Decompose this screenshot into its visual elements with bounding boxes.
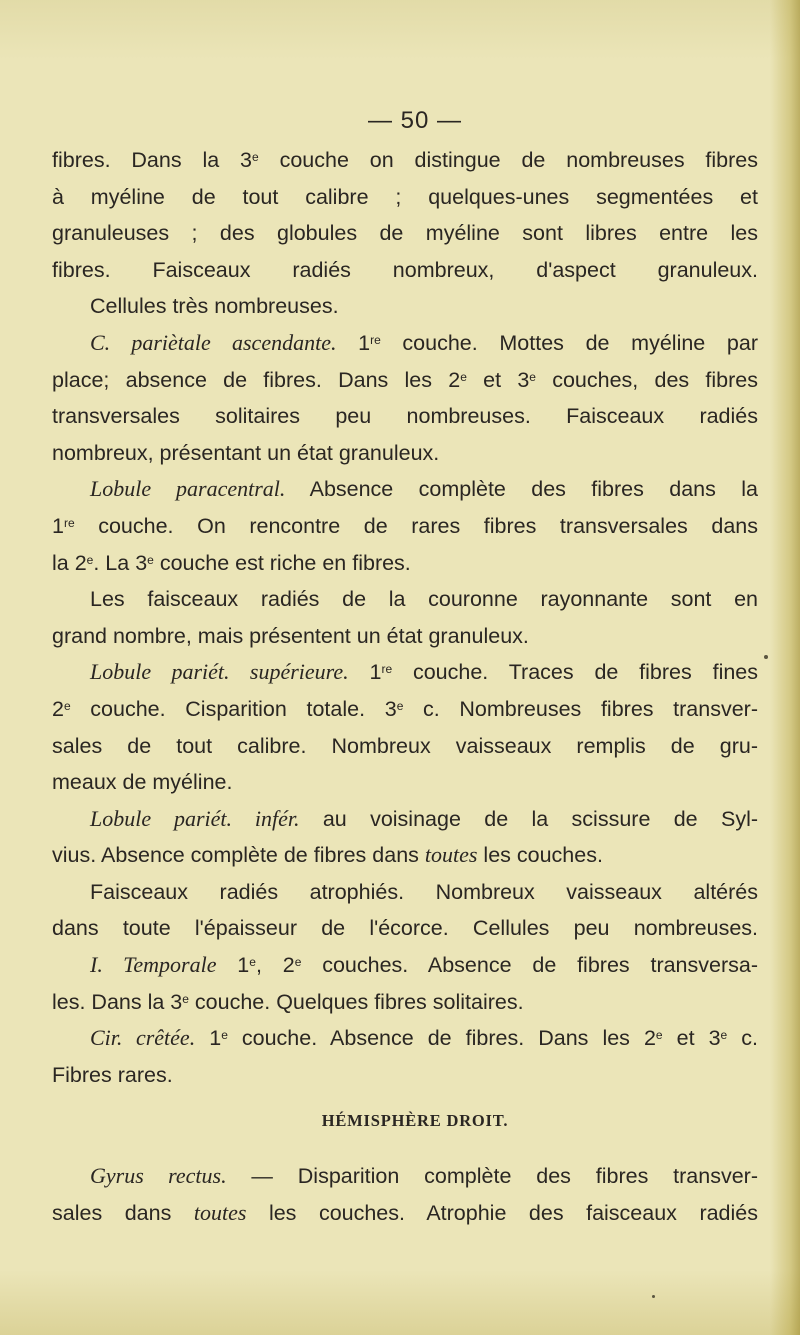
section-label: C. pariètale ascendante. [90, 329, 337, 355]
paragraph-start: C. pariètale ascendante. 1re couche. Mottes de myéline par [90, 329, 758, 355]
section-label: Lobule pariét. infér. [90, 805, 300, 831]
text-line: 2e couche. Cisparition totale. 3e c. Nombreuses fibres transver- [52, 696, 758, 721]
paper-speck [764, 655, 768, 659]
text-line: 1re couche. On rencontre de rares fibres transversales dans [52, 513, 758, 538]
text-line: nombreux, présentant un état granuleux. [52, 440, 440, 465]
text-line: dans toute l'épaisseur de l'écorce. Cellules peu nombreuses. [52, 916, 758, 941]
text-line: place; absence de fibres. Dans les 2e et 3e couches, des fibres [52, 367, 758, 392]
text-line: les. Dans la 3e couche. Quelques fibres solitaires. [52, 989, 524, 1014]
text-line: à myéline de tout calibre ; quelques-unes segmentées et [52, 184, 758, 209]
paragraph-start: I. Temporale 1e, 2e couches. Absence de fibres transversa- [90, 952, 759, 978]
section-label: Gyrus rectus. [90, 1163, 227, 1189]
text-line: vius. Absence complète de fibres dans toutes les couches. [52, 842, 603, 868]
text-line: la 2e. La 3e couche est riche en fibres. [52, 550, 411, 575]
paragraph-start: Gyrus rectus. — Disparition complète des fibres transver- [90, 1163, 758, 1189]
section-label: Lobule pariét. supérieure. [90, 659, 349, 685]
text-line: Faisceaux radiés atrophiés. Nombreux vaisseaux altérés [90, 879, 758, 904]
section-heading: HÉMISPHÈRE DROIT. [321, 1111, 509, 1131]
text-line: fibres. Faisceaux radiés nombreux, d'aspect granuleux. [52, 257, 758, 282]
text-line: grand nombre, mais présentent un état granuleux. [52, 623, 529, 648]
paragraph-start: Lobule pariét. supérieure. 1re couche. Traces de fibres fines [90, 659, 759, 685]
page-number: — 50 — [367, 107, 463, 134]
text-line: Fibres rares. [52, 1062, 173, 1087]
text-line: fibres. Dans la 3e couche on distingue de nombreuses fibres [52, 148, 759, 172]
text-line: sales de tout calibre. Nombreux vaisseaux remplis de gru- [52, 733, 758, 758]
text-line: transversales solitaires peu nombreuses. Faisceaux radiés [52, 404, 758, 429]
section-label: I. Temporale [90, 952, 217, 978]
body-text [52, 142, 758, 1231]
text-line: granuleuses ; des globules de myéline sont libres entre les [52, 221, 758, 246]
text-line: Les faisceaux radiés de la couronne rayonnante sont en [90, 587, 758, 612]
paragraph-start: Lobule paracentral. Absence complète des fibres dans la [90, 476, 758, 502]
paper-speck [652, 1295, 655, 1298]
section-label: Cir. crêtée. [90, 1025, 196, 1051]
text-line: meaux de myéline. [52, 770, 233, 795]
paragraph-start: Lobule pariét. infér. au voisinage de la scissure de Syl- [90, 805, 758, 831]
text-line: sales dans toutes les couches. Atrophie des faisceaux radiés [52, 1199, 759, 1225]
paragraph-start: Cir. crêtée. 1e couche. Absence de fibres. Dans les 2e et 3e c. [90, 1025, 758, 1051]
text-line: Cellules très nombreuses. [90, 294, 339, 319]
section-label: Lobule paracentral. [90, 476, 286, 502]
